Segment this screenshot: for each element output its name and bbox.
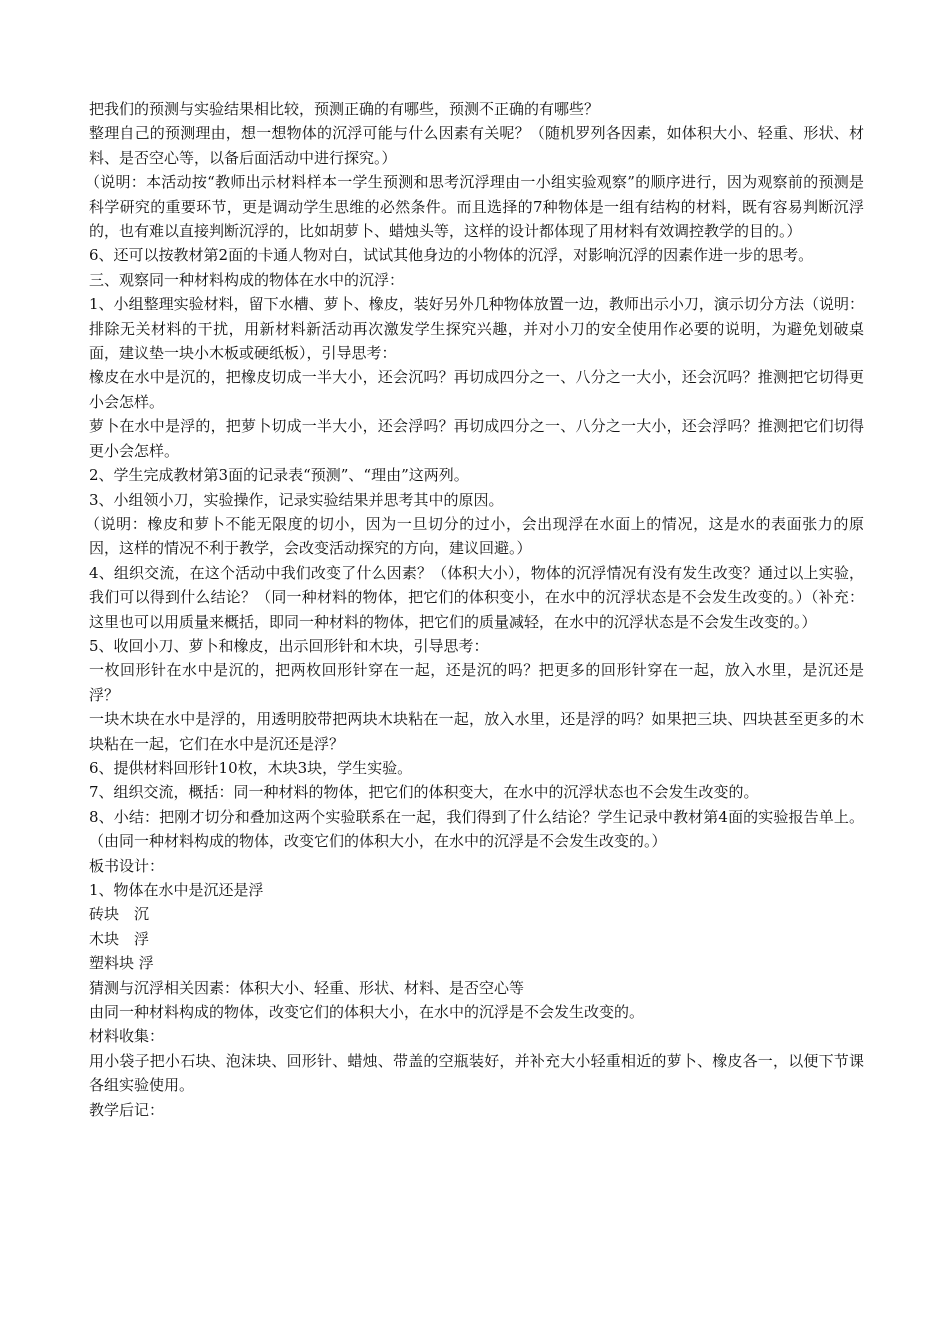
board-line: 1、物体在水中是沉还是浮 (89, 881, 264, 899)
paragraph: 2、学生完成教材第3面的记录表“预测”、“理由”这两列。 (89, 466, 469, 485)
paragraph: 5、收回小刀、萝卜和橡皮，出示回形针和木块，引导思考： (89, 636, 489, 655)
document-body (85, 97, 864, 1122)
materials-heading: 材料收集： (89, 1027, 165, 1046)
board-line: 由同一种材料构成的物体，改变它们的体积大小，在水中的沉浮是不会发生改变的。 (89, 1003, 645, 1022)
board-line: 猜测与沉浮相关因素：体积大小、轻重、形状、材料、是否空心等 (89, 978, 525, 997)
paragraph: 3、小组领小刀，实验操作，记录实验结果并思考其中的原因。 (89, 490, 504, 509)
paragraph: 整理自己的预测理由，想一想物体的沉浮可能与什么因素有关呢？（随机罗列各因素，如体积大小、轻重、形状、材料、是否空心等，以备后面活动中进行探究。） (89, 124, 864, 167)
paragraph: 一块木块在水中是浮的，用透明胶带把两块木块粘在一起，放入水里，还是浮的吗？如果把三块、四块甚至更多的木块粘在一起，它们在水中是沉还是浮？ (89, 710, 864, 753)
paragraph: 萝卜在水中是浮的，把萝卜切成一半大小，还会浮吗？再切成四分之一、八分之一大小，还会浮吗？推测把它们切得更小会怎样。 (89, 417, 864, 460)
section-heading: 三、观察同一种材料构成的物体在水中的沉浮： (89, 270, 405, 289)
paragraph: 8、小结：把刚才切分和叠加这两个实验联系在一起，我们得到了什么结论？学生记录中教材第4面的实验报告单上。（由同一种材料构成的物体，改变它们的体积大小，在水中的沉浮是不会发生改变的。） (89, 807, 864, 851)
board-line: 木块 浮 (89, 929, 150, 948)
teaching-notes-heading: 教学后记： (89, 1100, 165, 1119)
paragraph: 6、还可以按教材第2面的卡通人物对白，试试其他身边的小物体的沉浮，对影响沉浮的因素作进一步的思考。 (89, 246, 814, 265)
paragraph: 4、组织交流，在这个活动中我们改变了什么因素？（体积大小），物体的沉浮情况有没有发生改变？通过以上实验，我们可以得到什么结论？（同一种材料的物体，把它们的体积变小，在水中的沉浮状态是不会发生改变的。）（补充：这里也可以用质量来概括，即同一种材料的物体，把它们的质量减轻，在水中的沉浮状态是不会发生改变的。） (89, 563, 864, 631)
paragraph: 1、小组整理实验材料，留下水槽、萝卜、橡皮，装好另外几种物体放置一边，教师出示小刀，演示切分方法（说明：排除无关材料的干扰，用新材料新活动再次激发学生探究兴趣，并对小刀的安全使用作必要的说明，为避免划破桌面，建议垫一块小木板或硬纸板），引导思考： (89, 295, 864, 363)
paragraph: 把我们的预测与实验结果相比较，预测正确的有哪些，预测不正确的有哪些？ (89, 100, 600, 118)
paragraph: 一枚回形针在水中是沉的，把两枚回形针穿在一起，还是沉的吗？把更多的回形针穿在一起，放入水里，是沉还是浮？ (89, 661, 864, 704)
paragraph: 7、组织交流，概括：同一种材料的物体，把它们的体积变大，在水中的沉浮状态也不会发生改变的。 (89, 783, 759, 802)
board-line: 塑料块 浮 (89, 954, 154, 973)
paragraph: 橡皮在水中是沉的，把橡皮切成一半大小，还会沉吗？再切成四分之一、八分之一大小，还会沉吗？推测把它切得更小会怎样。 (89, 368, 864, 411)
paragraph: 用小袋子把小石块、泡沫块、回形针、蜡烛、带盖的空瓶装好，并补充大小轻重相近的萝卜、橡皮各一，以便下节课各组实验使用。 (89, 1051, 864, 1095)
note-paragraph: （说明：本活动按“教师出示材料样本一学生预测和思考沉浮理由一小组实验观察”的顺序进行，因为观察前的预测是科学研究的重要环节，更是调动学生思维的必然条件。而且选择的7种物体是一组有结构的材料，既有容易判断沉浮的，也有难以直接判断沉浮的，比如胡萝卜、蜡烛头等，这样的设计都体现了用材料有效调控教学的目的。） (85, 173, 864, 241)
board-line: 砖块 沉 (89, 905, 150, 924)
note-paragraph: （说明：橡皮和萝卜不能无限度的切小，因为一旦切分的过小，会出现浮在水面上的情况，这是水的表面张力的原因，这样的情况不利于教学，会改变活动探究的方向，建议回避。） (85, 514, 864, 558)
board-design-heading: 板书设计： (89, 856, 165, 875)
paragraph: 6、提供材料回形针10枚，木块3块，学生实验。 (89, 758, 413, 777)
